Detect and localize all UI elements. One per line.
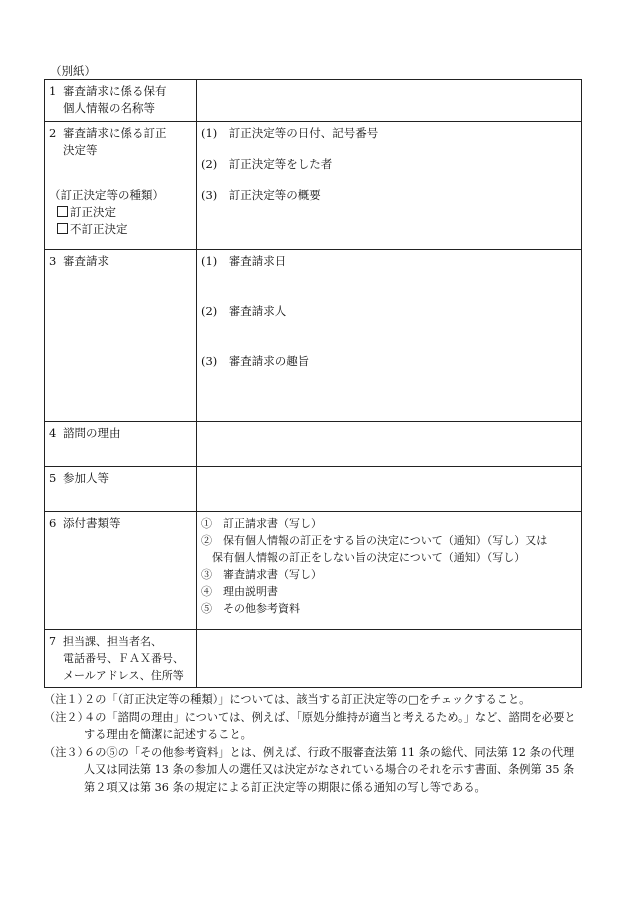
row1-value-cell[interactable] [197,80,582,122]
row-number: 3 [49,254,57,268]
row5-label: 参加人等 [63,471,109,485]
kind-option-correction[interactable]: 訂正決定 [49,204,192,221]
row7-label-line3: メールアドレス、住所等 [63,669,184,682]
row2-item-1: (1) 訂正決定等の日付、記号番号 [201,126,379,140]
row7-label-line1: 担当課、担当者名、 [63,635,162,648]
note-text: ２の「（訂正決定等の種類）」については、該当する訂正決定等の□をチェックすること。 [84,693,531,706]
review-request-form-table [44,79,582,688]
note-3 [44,744,584,797]
kind-option-non-correction[interactable]: 不訂正決定 [49,221,192,238]
row6-label: 添付書類等 [63,516,121,530]
row5-value-cell[interactable] [197,467,582,512]
row1-label-line2: 個人情報の名称等 [63,101,155,115]
row4-label-cell [45,422,197,467]
row-number: 7 [49,635,56,648]
attachment-item-3: ③ 審査請求書（写し） [201,568,322,581]
row-number: 5 [49,471,57,485]
row3-item-3: (3) 審査請求の趣旨 [201,354,310,368]
row3-label: 審査請求 [63,254,109,268]
row3-item-2: (2) 審査請求人 [201,304,287,318]
row7-label-cell [45,630,197,688]
note-2 [44,709,584,744]
row6-value-cell[interactable] [197,512,582,630]
note-text: ６の⑤の「その他参考資料」とは、例えば、行政不服審査法第 11 条の総代、同法第 12 条の代理人又は同法第 13 条の参加人の選任又は決定がなされている場合のそれを示す書面、条例第 35 条第２項又は第 36 条の規定による訂正決定等の期限に係る通知の写し等である。 [84,745,575,794]
table-row [45,122,582,250]
row4-label: 諮問の理由 [63,426,121,440]
attachment-item-2-cont: 保有個人情報の訂正をしない旨の決定について（通知）（写し） [201,551,526,564]
table-row [45,422,582,467]
table-row [45,80,582,122]
attachment-label: （別紙） [50,64,96,78]
note-1 [44,691,584,709]
row-number: 2 [49,126,57,140]
table-row [45,250,582,422]
note-label: （注２） [44,710,89,724]
note-text: ４の「諮問の理由」については、例えば、「原処分維持が適当と考えるため。」など、諮問を必要とする理由を簡潔に記述すること。 [84,710,576,741]
row-number: 1 [49,84,57,98]
row6-label-cell [45,512,197,630]
row2-label-line1: 審査請求に係る訂正 [63,126,167,140]
note-label: （注３） [44,745,89,759]
row2-item-3: (3) 訂正決定等の概要 [201,188,321,202]
row3-value-cell[interactable] [197,250,582,422]
table-row [45,467,582,512]
row3-label-cell [45,250,197,422]
row3-item-1: (1) 審査請求日 [201,254,287,268]
row-number: 6 [49,516,57,530]
attachment-item-5: ⑤ その他参考資料 [201,602,300,615]
row7-label-line2: 電話番号、ＦＡＸ番号、 [63,652,184,665]
row2-item-2: (2) 訂正決定等をした者 [201,157,333,171]
table-row [45,512,582,630]
attachment-item-2: ② 保有個人情報の訂正をする旨の決定について（通知）（写し）又は [201,534,548,547]
checkbox-icon[interactable] [57,206,68,217]
note-label: （注１） [44,693,89,706]
row2-label-cell [45,122,197,250]
table-row [45,630,582,688]
row7-value-cell[interactable] [197,630,582,688]
attachment-item-4: ④ 理由説明書 [201,585,278,598]
correction-kind-title: （訂正決定等の種類） [49,188,164,202]
row-number: 4 [49,426,57,440]
row1-label-line1: 審査請求に係る保有 [63,84,167,98]
row2-value-cell[interactable] [197,122,582,250]
row1-label-cell [45,80,197,122]
row2-label-line2: 決定等 [63,143,98,157]
checkbox-icon[interactable] [57,223,68,234]
attachment-item-1: ① 訂正請求書（写し） [201,517,322,530]
notes-section [44,691,584,796]
row5-label-cell [45,467,197,512]
row4-value-cell[interactable] [197,422,582,467]
